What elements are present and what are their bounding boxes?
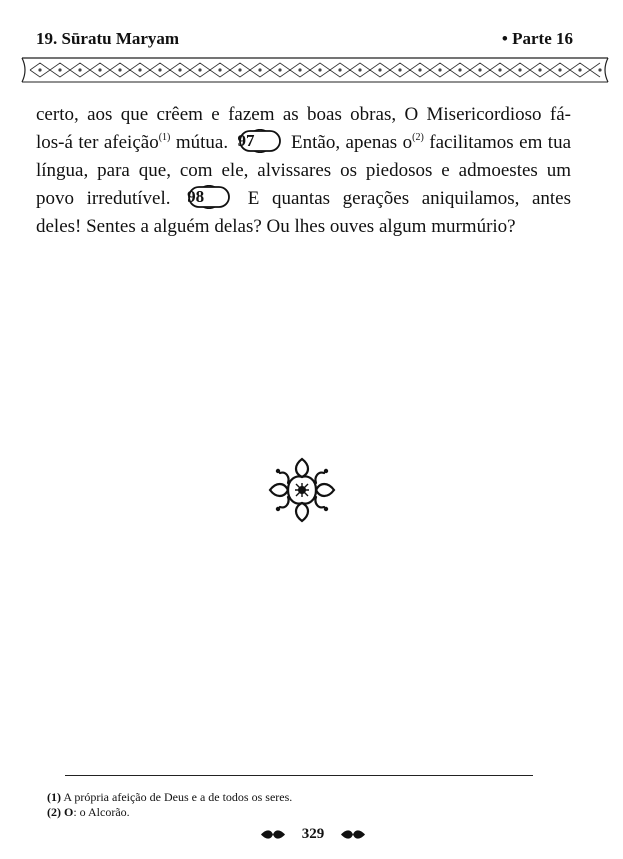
footnote-ref-2[interactable]: (2): [412, 132, 424, 143]
verse-marker-98: 98: [187, 185, 231, 209]
header-ornamental-border: [20, 55, 610, 85]
text-line: língua, para que, com ele, alvissares os piedosos e admoestes um: [36, 160, 571, 181]
text-line: deles! Sentes a alguém delas? Ou lhes ouves algum murmúrio?: [36, 216, 516, 237]
text-line: povo irredutível. 98 E quantas gerações aniquilamos, antes: [36, 187, 572, 209]
footnote-1: (1) A própria afeição de Deus e a de todos os seres.: [47, 790, 293, 804]
left-flourish-icon: [260, 828, 286, 841]
part-label: • Parte 16: [501, 29, 573, 48]
footnote-ref-1[interactable]: (1): [158, 132, 171, 143]
text-line: certo, aos que crêem e fazem as boas obras, O Misericordioso fá-: [36, 104, 571, 125]
end-of-surah-ornament-icon: [266, 455, 338, 525]
verse-marker-97: 97: [238, 129, 282, 153]
right-flourish-icon: [340, 828, 366, 841]
footnote-2: (2) O: o Alcorão.: [47, 805, 130, 819]
page-number: 329: [268, 823, 358, 845]
page-header: [36, 29, 573, 53]
footnote-divider: [65, 775, 533, 776]
verse-text: [36, 101, 571, 241]
surah-title: 19. Sūratu Maryam: [36, 29, 180, 48]
footnotes: [47, 790, 292, 820]
text-line: los-á ter afeição$^{(1)}$ mútua. 97 Então, apenas $o^{(2)}$ facilitamos em tua: [36, 131, 572, 153]
